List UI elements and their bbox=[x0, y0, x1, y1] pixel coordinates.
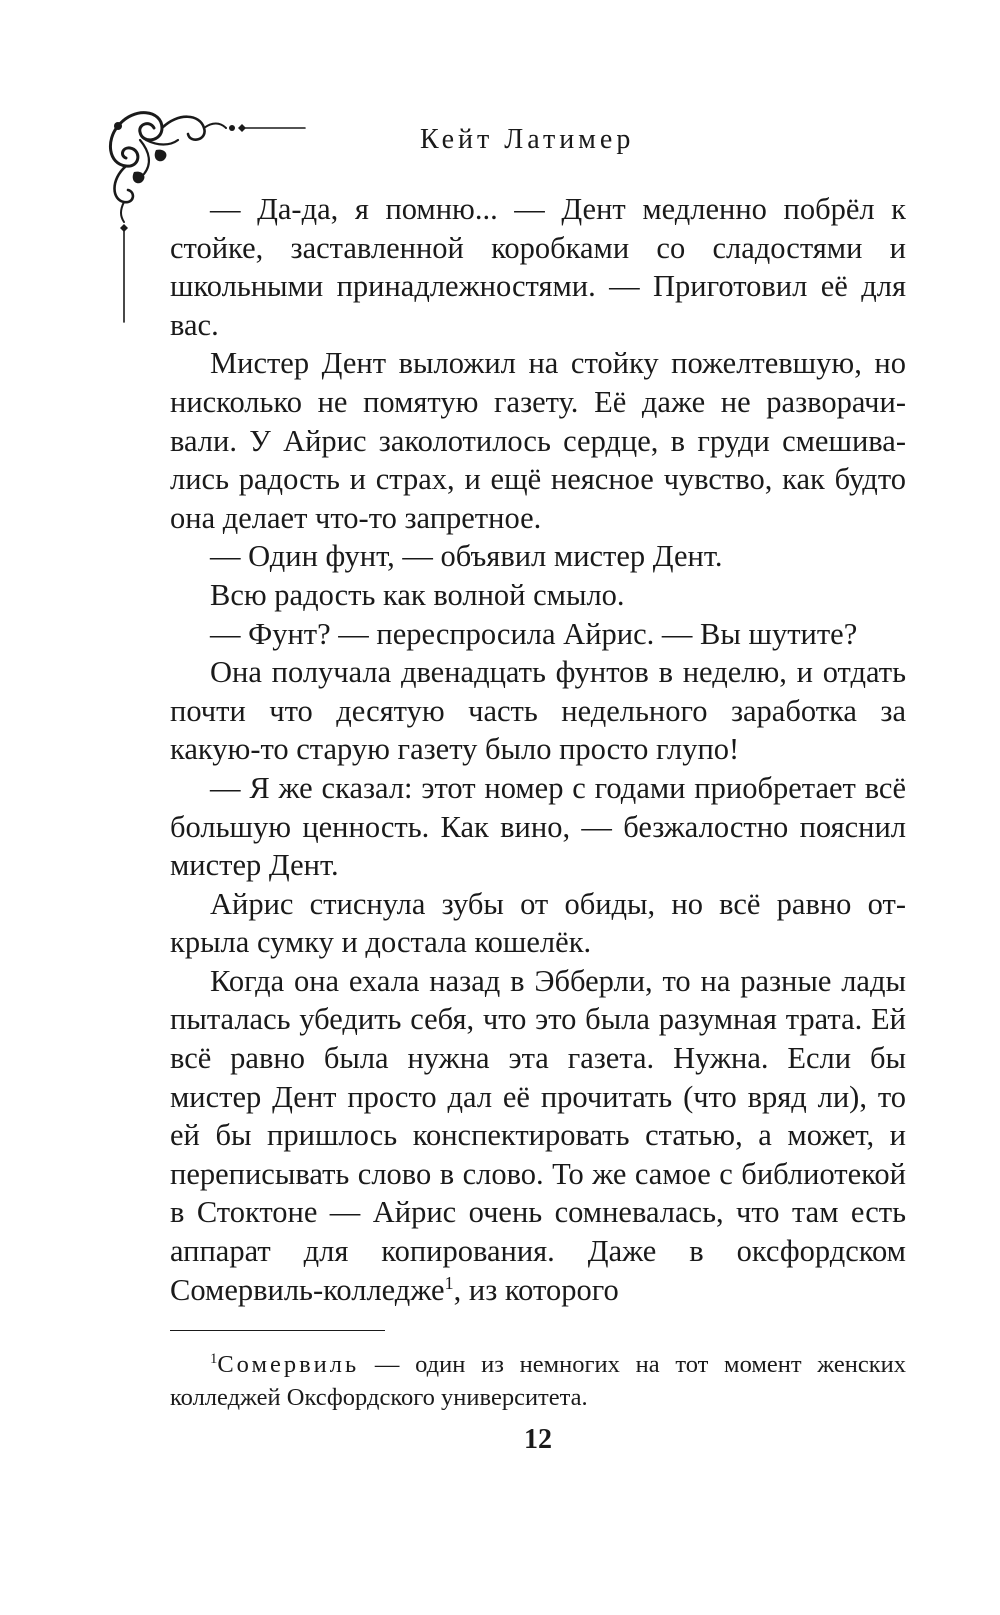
footnote-text: — один из немногих на тот момент женских колледжей Оксфордского университета. bbox=[170, 1351, 906, 1411]
paragraph: — Да-да, я помню... — Дент медленно побрёл к стойке, заставленной коробками со сладостями и школьными принадлежностями. — Приготовил её для вас. bbox=[170, 192, 906, 342]
footnote-term: Сомервиль bbox=[217, 1351, 360, 1378]
paragraph: — Я же сказал: этот номер с годами приобретает всё большую ценность. Как вино, — безжалостно пояснил мистер Дент. bbox=[170, 770, 906, 883]
page-number: 12 bbox=[524, 1424, 552, 1455]
footnote-divider bbox=[170, 1330, 385, 1331]
footnote-reference[interactable]: 1 bbox=[444, 1272, 454, 1293]
paragraph: — Один фунт, — объявил мистер Дент. bbox=[210, 539, 723, 574]
paragraph: Она получала двенадцать фунтов в неделю, и отдать почти что десятую часть недельного заработка за какую-то старую газету было просто глупо! bbox=[170, 655, 906, 767]
paragraph-with-footnote bbox=[170, 962, 906, 1309]
footnote bbox=[170, 1348, 906, 1414]
running-head: Кейт Латимер bbox=[420, 124, 635, 155]
paragraph: Мистер Дент выложил на стойку пожелтевшую, но нисколько не помятую газету. Её даже не разворачивали. У Айрис заколотилось сердце, в груди смешивались радость и страх, и ещё неясное чувство, как будто она делает что-то запретное. bbox=[170, 346, 906, 535]
paragraph: Всю радость как волной смыло. bbox=[210, 577, 625, 612]
paragraph: — Фунт? — переспросила Айрис. — Вы шутите? bbox=[210, 616, 858, 651]
paragraph-tail: , из которого bbox=[453, 1272, 619, 1307]
paragraph: Айрис стиснула зубы от обиды, но всё равно открыла сумку и достала кошелёк. bbox=[170, 886, 906, 960]
footnote-marker: 1 bbox=[210, 1351, 218, 1368]
main-text bbox=[170, 190, 906, 1309]
paragraph-text: Когда она ехала назад в Эбберли, то на разные лады пыталась убедить себя, что это была разумная трата. Ей всё равно была нужна эта газета. Нужна. Если бы мистер Дент просто дал её прочитать (что вряд ли), то ей бы пришлось конспектировать статью, а может, и переписывать слово в слово. То же самое с библиотекой в Стоктоне — Айрис очень сомневалась, что там есть аппарат для копирования. Даже в оксфордском Сомервиль-колледже bbox=[170, 963, 906, 1307]
